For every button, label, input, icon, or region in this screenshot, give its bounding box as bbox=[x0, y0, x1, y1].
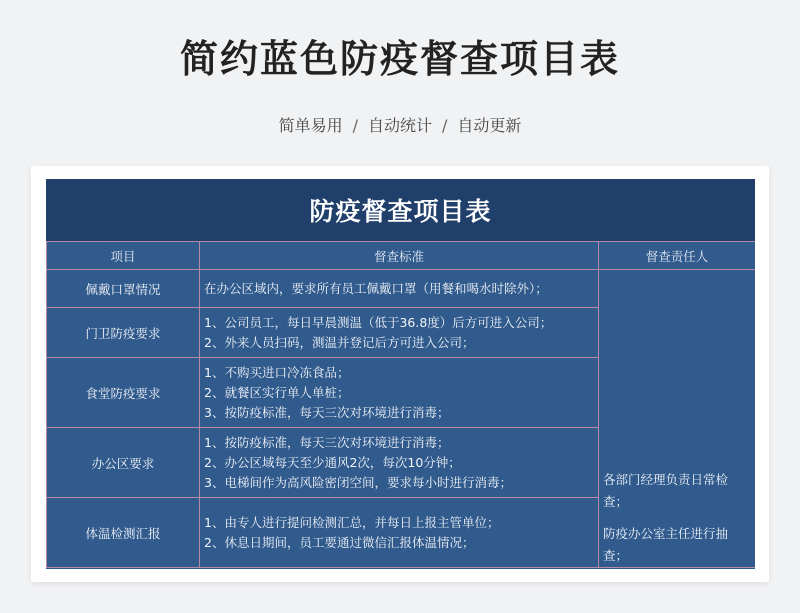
standard-line: 1、公司员工，每日早晨测温（低于36.8度）后方可进入公司； bbox=[204, 314, 553, 330]
standard-line: 1、不购买进口冷冻食品； bbox=[204, 364, 350, 380]
page-title: 简约蓝色防疫督查项目表 bbox=[179, 37, 620, 81]
column-header-item: 项目 bbox=[47, 242, 200, 270]
row-standard-cell[interactable] bbox=[200, 270, 599, 308]
row-standard-cell[interactable] bbox=[200, 358, 599, 428]
column-header-standard: 督查标准 bbox=[200, 242, 599, 270]
row-item-cell[interactable]: 食堂防疫要求 bbox=[47, 358, 200, 428]
subtitle-separator: / bbox=[352, 116, 358, 135]
responsible-cell[interactable] bbox=[599, 270, 756, 568]
row-standard-cell[interactable] bbox=[200, 428, 599, 498]
standard-line: 3、电梯间作为高风险密闭空间，要求每小时进行消毒； bbox=[204, 474, 512, 490]
standard-line: 2、就餐区实行单人单桩； bbox=[204, 384, 350, 400]
standard-line: 2、办公区域每天至少通风2次，每次10分钟； bbox=[204, 454, 461, 470]
row-standard-cell[interactable] bbox=[200, 308, 599, 358]
table-row bbox=[47, 270, 756, 308]
column-header-responsible: 督查责任人 bbox=[599, 242, 756, 270]
subtitle-feature-3: 自动更新 bbox=[457, 116, 522, 135]
subtitle-feature-2: 自动统计 bbox=[367, 116, 432, 135]
standard-line: 2、休息日期间，员工要通过微信汇报体温情况； bbox=[204, 534, 475, 550]
standard-line: 2、外来人员扫码，测温并登记后方可进入公司； bbox=[204, 334, 475, 350]
sheet-title: 防疫督查项目表 bbox=[46, 179, 755, 241]
preview-card bbox=[31, 166, 769, 582]
inspection-table bbox=[46, 241, 755, 568]
row-item-cell[interactable]: 佩戴口罩情况 bbox=[47, 270, 200, 308]
subtitle-separator: / bbox=[442, 116, 448, 135]
table-header-row bbox=[47, 242, 756, 270]
subtitle-feature-1: 简单易用 bbox=[278, 116, 343, 135]
standard-line: 在办公区域内，要求所有员工佩戴口罩（用餐和喝水时除外）； bbox=[204, 280, 548, 296]
row-item-cell[interactable]: 办公区要求 bbox=[47, 428, 200, 498]
row-standard-cell[interactable] bbox=[200, 498, 599, 568]
row-item-cell[interactable]: 门卫防疫要求 bbox=[47, 308, 200, 358]
standard-line: 1、按防疫标准，每天三次对环境进行消毒； bbox=[204, 434, 450, 450]
row-item-cell[interactable]: 体温检测汇报 bbox=[47, 498, 200, 568]
standard-line: 3、按防疫标准，每天三次对环境进行消毒； bbox=[204, 404, 450, 420]
spreadsheet bbox=[46, 179, 755, 569]
page-subtitle bbox=[0, 113, 800, 136]
responsible-line: 各部门经理负责日常检查； bbox=[603, 472, 729, 509]
responsible-line: 防疫办公室主任进行抽查； bbox=[603, 526, 729, 563]
standard-line: 1、由专人进行提问检测汇总，并每日上报主管单位； bbox=[204, 514, 500, 530]
